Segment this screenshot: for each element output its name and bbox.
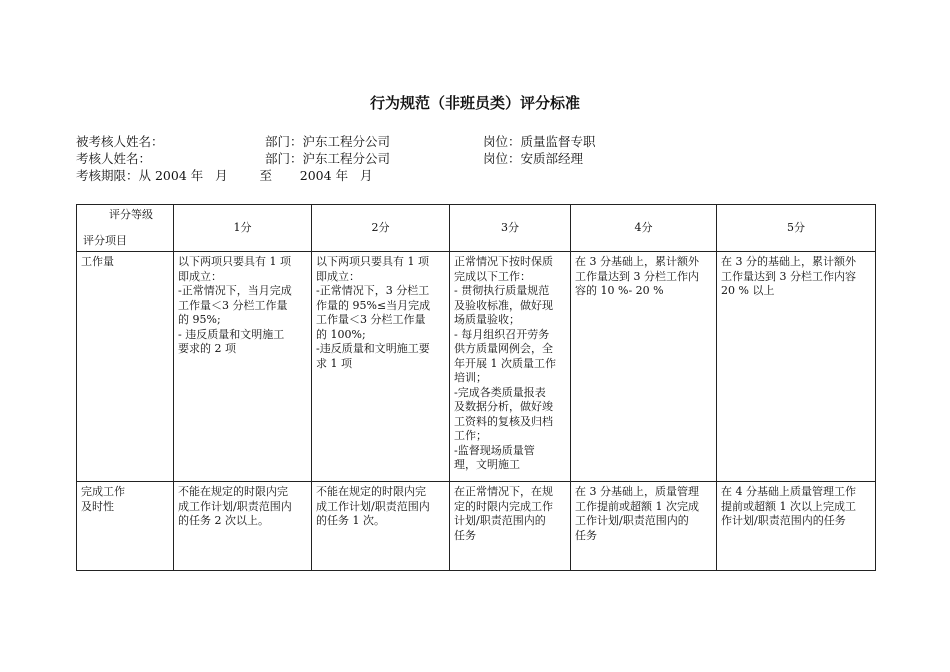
cell-text-line: 培训； (454, 371, 487, 384)
cell-text-line: 求 1 项 (316, 356, 352, 370)
header-score-2: 2分 (312, 205, 450, 252)
cell-text-line: 工作； (454, 429, 487, 442)
cell-text-line: 工作量达到 3 分栏工作内容 (721, 269, 856, 283)
examinee-name-label: 被考核人姓名： (76, 134, 164, 149)
header-score-1: 1分 (174, 205, 312, 252)
cell-text-line: 的 100%; (316, 327, 366, 341)
cell-text-line: 提前或超额 1 次以上完成工 (721, 499, 856, 513)
cell-text-line: 完成工作 (81, 485, 125, 498)
workload-score-4-cell (571, 252, 717, 482)
workload-score-5-cell (717, 252, 876, 482)
table-row-workload (77, 252, 876, 482)
cell-text-line: 场质量验收； (454, 313, 520, 326)
corner-grade-label: 评分等级 (109, 208, 153, 221)
cell-text-line: 要求的 2 项 (178, 342, 236, 355)
cell-text-line: 作量的 95%≤当月完成 (316, 298, 431, 312)
cell-text-line: 任务 (575, 528, 597, 542)
cell-text-line: 工作量＜3 分栏工作量 (316, 313, 426, 326)
workload-score-3-cell (450, 252, 571, 482)
timeliness-score-5-cell (717, 482, 876, 571)
cell-text-line: 理，文明施工 (454, 458, 520, 471)
cell-text-line: 任务 (454, 528, 476, 542)
cell-text-line: -监督现场质量管 (454, 443, 535, 457)
cell-text-line: 完成以下工作： (454, 269, 531, 283)
cell-text-line: 工资料的复核及归档 (454, 414, 553, 428)
header-score-3: 3分 (450, 205, 571, 252)
cell-text-line: - 贯彻执行质量规范 (454, 284, 550, 297)
timeliness-score-4-cell (571, 482, 717, 571)
cell-text-line: 成工作计划/职责范围内 (316, 499, 430, 513)
table-header-row (77, 205, 876, 252)
cell-text-line: 及验收标准，做好现 (454, 298, 553, 312)
cell-text-line: 及数据分析，做好竣 (454, 400, 553, 413)
cell-text-line: 作计划/职责范围内的任务 (721, 514, 846, 527)
cell-text-line: - 每月组织召开劳务 (454, 327, 550, 341)
cell-text-line: 容的 10 %- 20 % (575, 284, 664, 297)
cell-text-line: 供方质量网例会，全 (454, 342, 553, 355)
cell-text-line: 以下两项只要具有 1 项 (316, 255, 429, 268)
cell-text-line: 在 4 分基础上质量管理工作 (721, 485, 856, 498)
workload-score-1-cell (174, 252, 312, 482)
header-score-4: 4分 (571, 205, 717, 252)
cell-text-line: 工作量 (81, 255, 114, 268)
assessment-period: 考核期限：从 2004 年 月 至 2004 年 月 (76, 168, 373, 183)
cell-text-line: 工作量＜3 分栏工作量 (178, 298, 288, 312)
cell-text-line: -正常情况下，3 分栏工 (316, 284, 430, 297)
page-title: 行为规范（非班员类）评分标准 (369, 94, 580, 112)
cell-text-line: -完成各类质量报表 (454, 385, 546, 399)
row-label-timeliness (77, 482, 174, 571)
cell-text-line: 在 3 分基础上，质量管理 (575, 485, 699, 498)
cell-text-line: 工作计划/职责范围内的 (575, 514, 689, 527)
table-row-timeliness (77, 482, 876, 571)
cell-text-line: 及时性 (81, 499, 114, 513)
examiner-department: 部门：沪东工程分公司 (265, 151, 391, 166)
cell-text-line: 的 95%; (178, 313, 221, 326)
examiner-position: 岗位：安质部经理 (483, 151, 584, 166)
header-score-5: 5分 (717, 205, 876, 252)
timeliness-score-1-cell (174, 482, 312, 571)
cell-text-line: 年开展 1 次质量工作 (454, 356, 556, 370)
cell-text-line: 即成立： (178, 269, 222, 283)
cell-text-line: 在正常情况下，在规 (454, 485, 553, 498)
cell-text-line: 20 % 以上 (721, 284, 775, 297)
timeliness-score-2-cell (312, 482, 450, 571)
cell-text-line: 工作提前或超额 1 次完成 (575, 499, 699, 513)
row-label-workload (77, 252, 174, 482)
cell-text-line: 正常情况下按时保质 (454, 255, 553, 268)
cell-text-line: - 违反质量和文明施工 (178, 327, 285, 341)
timeliness-score-3-cell (450, 482, 571, 571)
cell-text-line: 定的时限内完成工作 (454, 499, 553, 513)
examiner-name-label: 考核人姓名： (76, 151, 152, 166)
cell-text-line: -违反质量和文明施工要 (316, 342, 430, 355)
corner-item-label: 评分项目 (83, 233, 127, 247)
cell-text-line: 在 3 分的基础上，累计额外 (721, 255, 856, 268)
cell-text-line: 即成立： (316, 269, 360, 283)
examinee-department: 部门：沪东工程分公司 (265, 134, 391, 149)
cell-text-line: 不能在规定的时限内完 (316, 485, 426, 498)
cell-text-line: 成工作计划/职责范围内 (178, 499, 292, 513)
examinee-position: 岗位：质量监督专职 (483, 134, 596, 149)
cell-text-line: 不能在规定的时限内完 (178, 485, 288, 498)
cell-text-line: 的任务 1 次。 (316, 514, 385, 527)
cell-text-line: 工作量达到 3 分栏工作内 (575, 269, 699, 283)
cell-text-line: 以下两项只要具有 1 项 (178, 255, 291, 268)
cell-text-line: 计划/职责范围内的 (454, 514, 546, 527)
cell-text-line: 的任务 2 次以上。 (178, 514, 269, 527)
header-corner-cell (77, 205, 174, 252)
cell-text-line: -正常情况下，当月完成 (178, 284, 292, 297)
scoring-table (76, 204, 876, 571)
workload-score-2-cell (312, 252, 450, 482)
cell-text-line: 在 3 分基础上，累计额外 (575, 255, 699, 268)
